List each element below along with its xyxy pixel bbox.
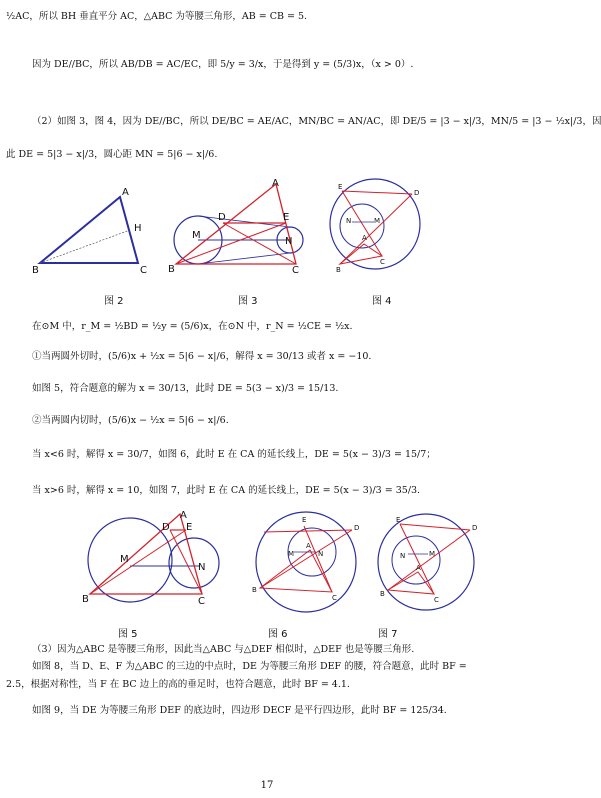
segment-db-fig6 xyxy=(260,530,352,588)
text-line-1: ½AC，所以 BH 垂直平分 AC，△ABC 为等腰三角形，AB = CB = 5. xyxy=(6,11,308,22)
page-number: 17 xyxy=(260,780,274,791)
label-b-fig5: B xyxy=(82,594,89,605)
text-line-14: 如图 9，当 DE 为等腰三角形 DEF 的底边时，四边形 DECF 是平行四边形，此时 BF = 125/34. xyxy=(32,705,447,716)
caption-fig6: 图 6 xyxy=(268,629,288,640)
label-a-fig4: A xyxy=(362,234,367,242)
caption-fig3: 图 3 xyxy=(238,296,258,307)
segment-ec-fig6 xyxy=(304,526,332,592)
segment-db-fig7 xyxy=(388,530,470,590)
caption-fig4: 图 4 xyxy=(372,296,392,307)
label-d-fig4: D xyxy=(414,189,420,197)
label-h: H xyxy=(134,223,142,234)
label-c-fig3: C xyxy=(292,265,299,276)
label-d-fig5: D xyxy=(162,522,170,533)
text-line-7: 如图 5，符合题意的解为 x = 30/13，此时 DE = 5(3 − x)/3 = 15/13. xyxy=(32,383,339,394)
figure-5 xyxy=(82,508,222,618)
label-a-fig7: A xyxy=(416,564,421,572)
segment-bh xyxy=(40,230,130,263)
label-m-fig5: M xyxy=(120,554,129,565)
label-c-fig6: C xyxy=(332,594,337,602)
text-line-5: 在⊙M 中，r_M = ½BD = ½y = (5/6)x，在⊙N 中，r_N = ½CE = ½x. xyxy=(32,321,353,332)
label-m-fig6: M xyxy=(288,550,295,558)
figure-2 xyxy=(30,185,160,275)
label-c-fig4: C xyxy=(380,258,385,266)
label-e-fig6: E xyxy=(302,516,307,524)
label-d-fig3: D xyxy=(218,212,226,223)
circle-n-fig7 xyxy=(392,536,440,584)
text-line-2: 因为 DE//BC，所以 AB/DB = AC/EC，即 5/y = 3/x，于是得到 y = (5/3)x，（x > 0）. xyxy=(32,59,414,70)
label-m-fig7: M xyxy=(429,550,436,558)
triangle-abc-fig3 xyxy=(176,184,296,264)
label-m-fig4: M xyxy=(374,217,381,225)
triangle-abc-fig4 xyxy=(340,244,382,264)
text-line-9: 当 x<6 时，解得 x = 30/7，如图 6，此时 E 在 CA 的延长线上，DE = 5(x − 3)/3 = 15/7； xyxy=(32,449,436,460)
text-line-10: 当 x>6 时，解得 x = 10，如图 7，此时 E 在 CA 的延长线上，DE = 5(x − 3)/3 = 35/3. xyxy=(32,485,421,496)
figure-3 xyxy=(168,178,318,276)
segment-de-fig4 xyxy=(342,191,412,194)
label-d-fig6: D xyxy=(354,524,360,532)
text-line-3: （2）如图 3，图 4，因为 DE//BC，所以 DE/BC = AE/AC，MN/BC = AN/AC，即 DE/5 = |3 − x|/3，MN/5 = |3 − ½x|/3，因 xyxy=(32,116,601,127)
figure-6 xyxy=(248,508,366,616)
figure-4 xyxy=(322,176,432,276)
label-c-fig5: C xyxy=(198,596,205,607)
label-e-fig7: E xyxy=(396,516,401,524)
triangle-abc xyxy=(40,197,138,263)
label-e-fig3: E xyxy=(283,212,290,223)
caption-fig7: 图 7 xyxy=(378,629,398,640)
label-a-fig3: A xyxy=(272,178,279,189)
label-a-fig6: A xyxy=(306,542,311,550)
text-line-11: （3）因为△ABC 是等腰三角形，因此当△ABC 与△DEF 相似时，△DEF 也是等腰三角形. xyxy=(32,644,415,655)
label-b-fig6: B xyxy=(252,586,257,594)
label-n-fig5: N xyxy=(198,562,206,573)
label-c-fig7: C xyxy=(434,596,439,604)
label-a: A xyxy=(122,187,129,198)
circle-m-fig5 xyxy=(88,518,172,602)
label-e-fig5: E xyxy=(186,522,193,533)
tangent-bottom xyxy=(198,253,290,264)
circle-m-fig6 xyxy=(256,512,356,612)
caption-fig2: 图 2 xyxy=(104,296,124,307)
figure-7 xyxy=(374,510,482,616)
label-b-fig4: B xyxy=(336,266,341,274)
label-d-fig7: D xyxy=(472,524,478,532)
caption-fig5: 图 5 xyxy=(118,629,138,640)
segment-de-fig6 xyxy=(264,530,352,532)
text-line-12: 如图 8，当 D、E、F 为△ABC 的三边的中点时，DE 为等腰三角形 DEF 的腰，符合题意，此时 BF = xyxy=(32,661,467,672)
text-line-4: 此 DE = 5|3 − x|/3，圆心距 MN = 5|6 − x|/6. xyxy=(6,149,218,160)
label-b: B xyxy=(32,265,39,276)
label-c: C xyxy=(140,265,147,276)
text-line-6: ①当两圆外切时，(5/6)x + ½x = 5|6 − x|/6，解得 x = 30/13 或者 x = −10. xyxy=(32,351,372,362)
label-a-fig5: A xyxy=(180,510,187,521)
text-line-8: ②当两圆内切时，(5/6)x − ½x = 5|6 − x|/6. xyxy=(32,415,229,426)
label-e-fig4: E xyxy=(338,183,343,191)
text-line-13: 2.5，根据对称性，当 F 在 BC 边上的高的垂足时，也符合题意，此时 BF = 4.1. xyxy=(6,679,350,690)
label-n-fig3: N xyxy=(285,236,293,247)
tangent-top xyxy=(198,216,290,227)
label-m-fig3: M xyxy=(192,230,201,241)
label-n-fig7: N xyxy=(400,552,406,560)
label-b-fig7: B xyxy=(380,590,385,598)
label-b-fig3: B xyxy=(168,264,175,275)
label-n-fig4: N xyxy=(346,217,352,225)
label-n-fig6: N xyxy=(318,550,324,558)
